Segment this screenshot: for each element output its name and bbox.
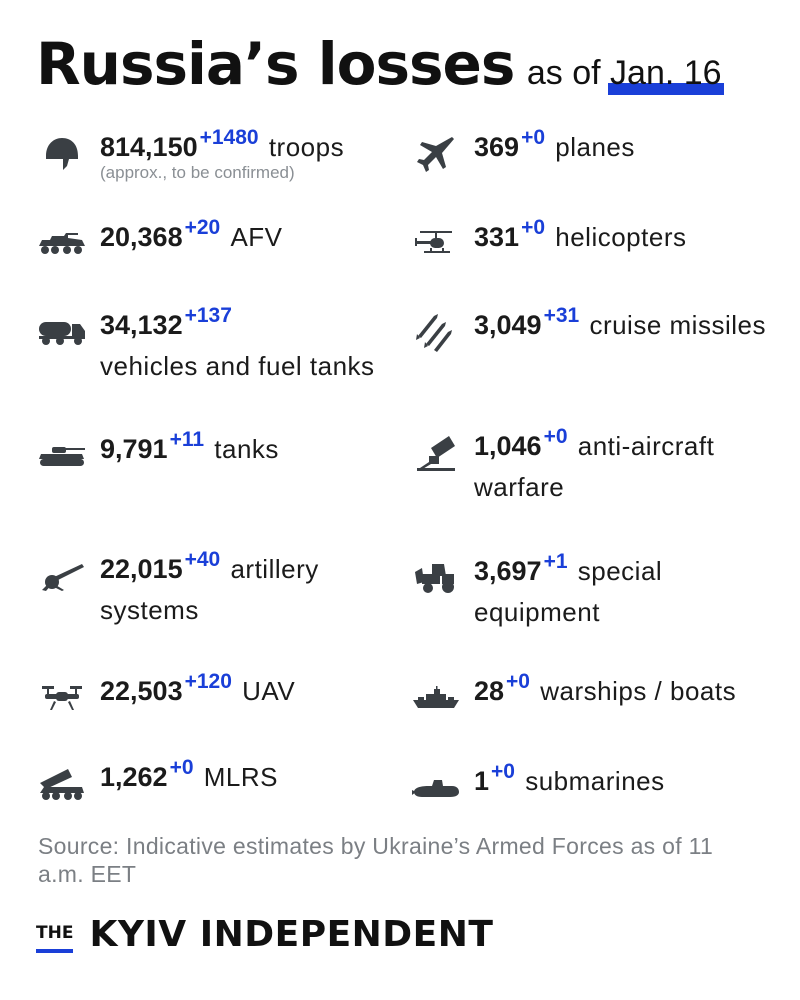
stat-value: 1	[474, 766, 490, 796]
artillery-icon	[38, 556, 86, 596]
afv-icon	[38, 224, 86, 264]
stat-label: special equipment	[474, 556, 663, 627]
title-main: Russia’s losses	[36, 30, 515, 98]
plane-icon	[412, 134, 460, 174]
stat-value: 3,049	[474, 310, 542, 340]
stat-value: 331	[474, 222, 520, 252]
stat-value: 20,368	[100, 222, 183, 252]
stat-label: helicopters	[555, 222, 687, 252]
stat-label: AFV	[230, 222, 283, 252]
stat-label: vehicles and fuel tanks	[100, 351, 375, 381]
stat-delta: +120	[184, 670, 232, 693]
stat-delta: +20	[184, 216, 221, 239]
stat-value: 9,791	[100, 434, 168, 464]
anti-aircraft-icon	[412, 433, 460, 473]
source-note: Source: Indicative estimates by Ukraine’s Armed Forces as of 11 a.m. EET	[38, 833, 714, 887]
stat-delta: +0	[506, 670, 530, 693]
title-subtitle	[527, 54, 722, 92]
stat-delta: +0	[521, 126, 546, 149]
mlrs-icon	[38, 764, 86, 804]
stat-label: anti-aircraft warfare	[474, 431, 715, 502]
brand-name: KYIV INDEPENDENT	[89, 914, 494, 955]
stat-value: 22,015	[100, 554, 183, 584]
helmet-icon	[38, 134, 86, 174]
helicopter-icon	[412, 224, 460, 264]
warship-icon	[412, 678, 460, 718]
drone-icon	[38, 678, 86, 718]
stat-value: 814,150	[100, 132, 198, 162]
brand-logo	[36, 914, 493, 955]
stat-label: troops	[268, 132, 345, 162]
stat-label: planes	[555, 132, 635, 162]
stat-label: tanks	[214, 434, 279, 464]
stat-delta: +0	[521, 216, 546, 239]
stat-label: MLRS	[203, 762, 279, 792]
stat-delta: +1480	[199, 126, 259, 149]
truck-icon	[38, 312, 86, 352]
stat-label: UAV	[242, 676, 296, 706]
stat-value: 22,503	[100, 676, 183, 706]
stat-label: warships / boats	[540, 676, 737, 706]
stat-label: cruise missiles	[589, 310, 766, 340]
subtitle-prefix: as of	[526, 54, 601, 92]
stat-delta: +31	[543, 304, 580, 327]
missile-icon	[412, 312, 460, 352]
stat-label: artillery systems	[100, 554, 319, 625]
stat-delta: +137	[184, 304, 232, 327]
bulldozer-icon	[412, 558, 460, 598]
page-title	[36, 30, 722, 98]
stat-value: 1,046	[474, 431, 542, 461]
stat-note: (approx., to be confirmed)	[100, 163, 295, 182]
submarine-icon	[412, 768, 460, 808]
stat-value: 34,132	[100, 310, 183, 340]
stat-delta: +0	[543, 425, 568, 448]
stat-value: 3,697	[474, 556, 542, 586]
tank-icon	[38, 436, 86, 476]
brand-the: THE	[36, 923, 73, 953]
date-text: Jan. 16	[610, 54, 722, 92]
stat-value: 1,262	[100, 762, 168, 792]
date-label	[610, 54, 722, 93]
stat-value: 28	[474, 676, 505, 706]
stat-delta: +0	[491, 760, 515, 783]
stat-delta: +0	[169, 756, 194, 779]
stat-label: submarines	[525, 766, 665, 796]
stat-delta: +40	[184, 548, 221, 571]
stat-delta: +1	[543, 550, 568, 573]
stat-delta: +11	[169, 428, 205, 451]
stat-value: 369	[474, 132, 520, 162]
